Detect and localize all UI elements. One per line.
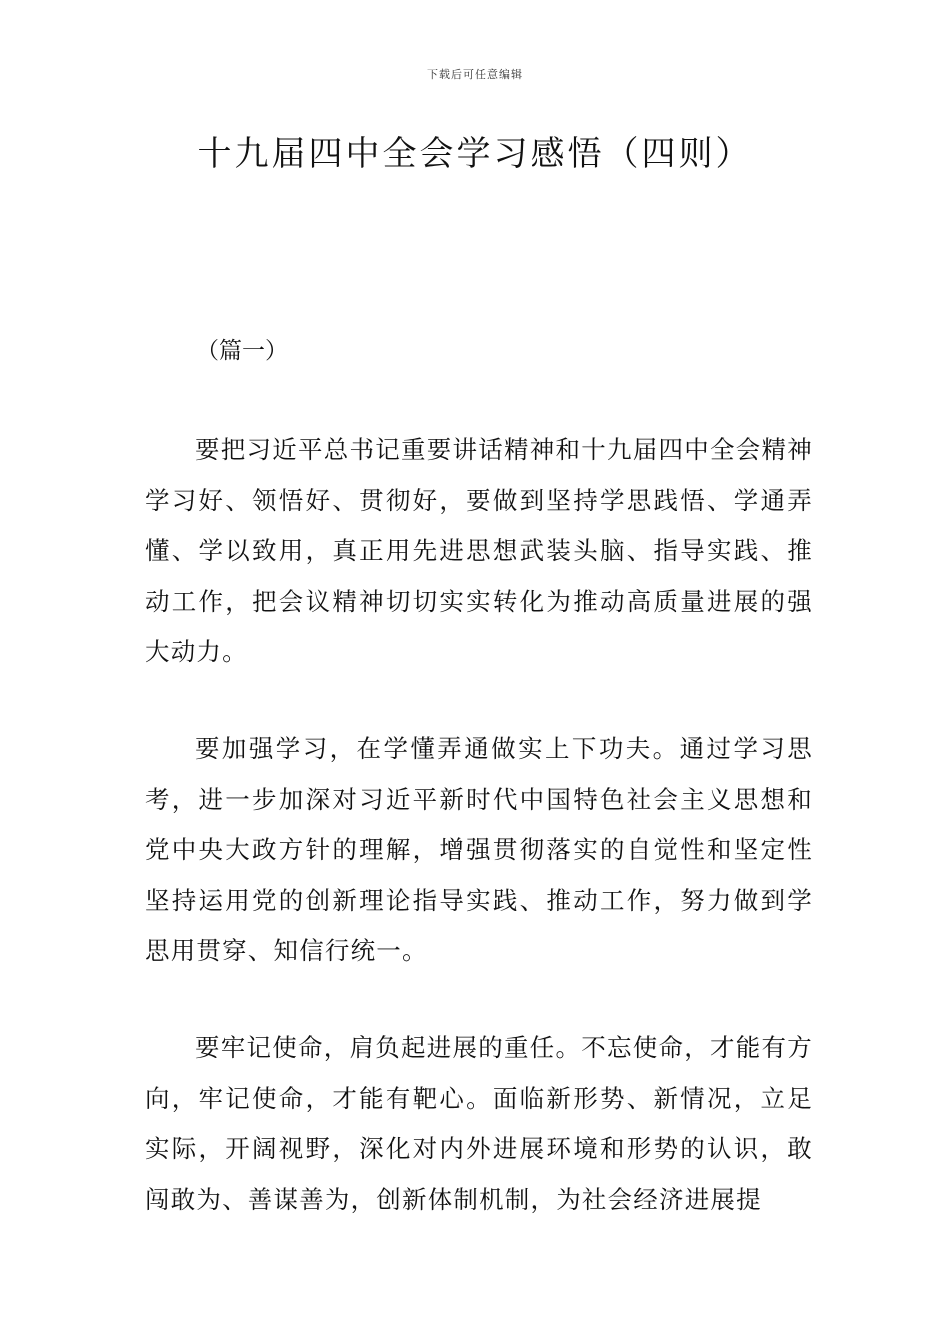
section-label: （篇一）	[196, 338, 288, 364]
paragraph-1: 要把习近平总书记重要讲话精神和十九届四中全会精神学习好、领悟好、贯彻好，要做到坚持学思践悟、学通弄懂、学以致用，真正用先进思想武装头脑、指导实践、推动工作，把会议精神切切实实转化为推动高质量进展的强大动力。	[145, 435, 813, 666]
document-title: 十九届四中全会学习感悟（四则）	[197, 134, 753, 174]
paragraph-3: 要牢记使命，肩负起进展的重任。不忘使命，才能有方向，牢记使命，才能有靶心。面临新形势、新情况，立足实际，开阔视野，深化对内外进展环境和形势的认识，敢闯敢为、善谋善为，创新体制机制，为社会经济进展提	[145, 1033, 813, 1214]
paragraph-2: 要加强学习，在学懂弄通做实上下功夫。通过学习思考，进一步加深对习近平新时代中国特色社会主义思想和党中央大政方针的理解，增强贯彻落实的自觉性和坚定性坚持运用党的创新理论指导实践、推动工作，努力做到学思用贯穿、知信行统一。	[145, 734, 813, 965]
header-note: 下载后可任意编辑	[427, 68, 523, 81]
